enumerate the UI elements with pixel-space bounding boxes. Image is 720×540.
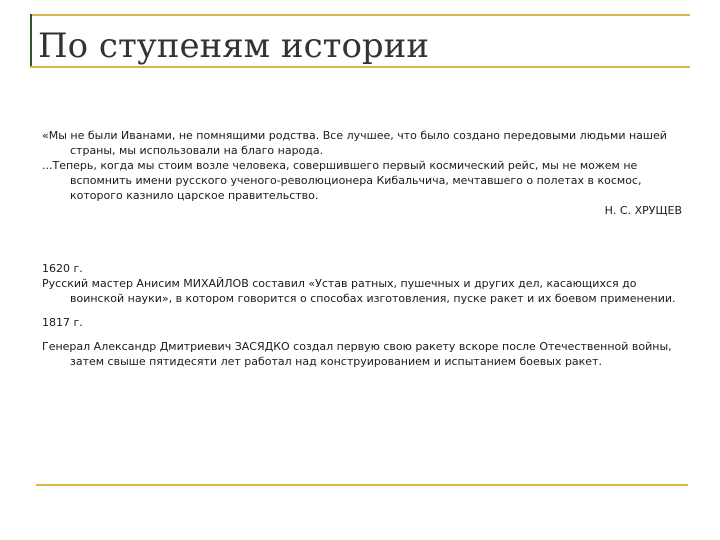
slide-title: По ступеням истории <box>38 26 429 66</box>
quote-paragraph-2: ...Теперь, когда мы стоим возле человека, совершившего первый космический рейс, мы не можем не вспомнить имени русского ученого-революционера Кибальчича, мечтавшего о полетах в космос, которого казнило царское правительство. <box>42 159 642 202</box>
top-rule <box>30 14 690 16</box>
quote-paragraph-1: «Мы не были Иванами, не помнящими родства. Все лучшее, что было создано передовыми людьми нашей страны, мы использовали на благо народа. <box>42 129 667 157</box>
event-year: 1817 г. <box>42 316 83 329</box>
left-rule <box>30 14 32 66</box>
event-year: 1620 г. <box>42 262 83 275</box>
event-text: Генерал Александр Дмитриевич ЗАСЯДКО создал первую свою ракету вскоре после Отечественной войны, затем свыше пятидесяти лет работал над конструированием и испытанием боевых ракет. <box>42 340 672 368</box>
slide-body <box>42 128 682 369</box>
bottom-rule <box>36 484 688 486</box>
title-underline <box>30 66 690 68</box>
event-text: Русский мастер Анисим МИХАЙЛОВ составил «Устав ратных, пушечных и других дел, касающихся до воинской науки», в котором говорится о способах изготовления, пуске ракет и их боевом применении. <box>42 277 676 305</box>
quote-author: Н. С. ХРУЩЕВ <box>604 204 682 217</box>
